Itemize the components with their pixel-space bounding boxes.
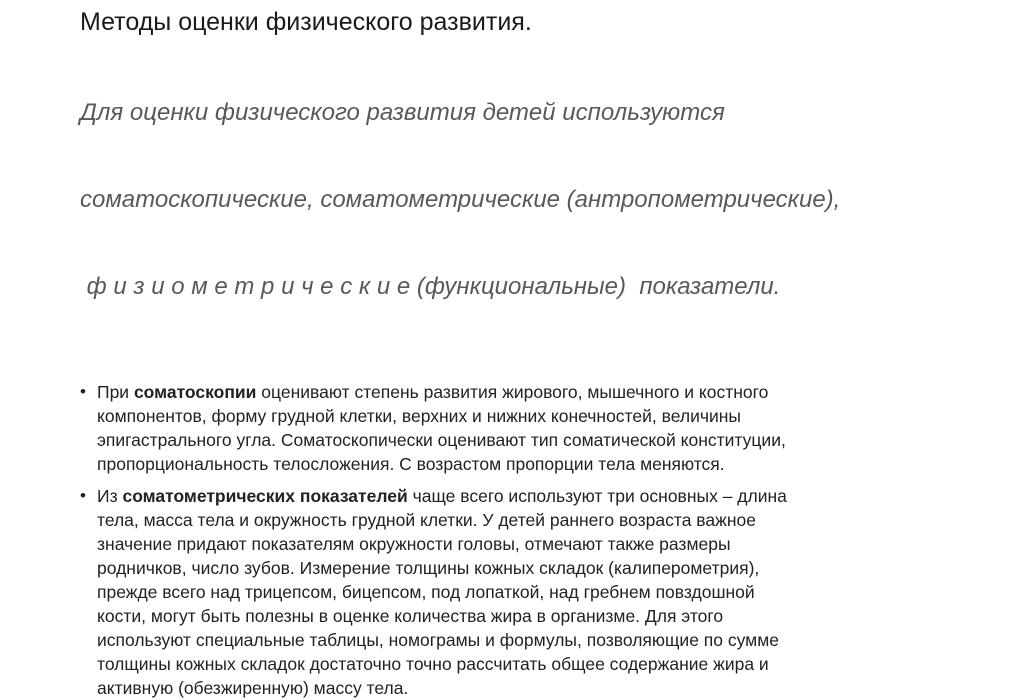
- bullet-text: компонентов, форму грудной клетки, верхних и нижних конечностей, величины: [97, 406, 741, 426]
- bullet-text: пропорциональность телосложения. С возрастом пропорции тела меняются.: [97, 454, 725, 474]
- title-block: [80, 6, 984, 359]
- bullet-item: [80, 380, 984, 476]
- bullet-bold-term: соматометрических показателей: [122, 486, 408, 506]
- slide-subtitle: [80, 40, 984, 359]
- bullet-list: [80, 380, 984, 700]
- bullet-text-line: [97, 484, 984, 508]
- bullet-text-line: [97, 532, 984, 556]
- bullet-text-line: [97, 428, 984, 452]
- bullet-text: используют специальные таблицы, номограмы и формулы, позволяющие по сумме: [97, 630, 779, 650]
- bullet-text: эпигастрального угла. Соматоскопически оценивают тип соматической конституции,: [97, 430, 786, 450]
- bullet-text-line: [97, 580, 984, 604]
- bullet-text-line: [97, 404, 984, 428]
- bullet-text: значение придают показателям окружности головы, отмечают также размеры: [97, 534, 731, 554]
- bullet-text-line: [97, 604, 984, 628]
- bullet-text-line: [97, 508, 984, 532]
- bullet-item: [80, 484, 984, 700]
- bullet-bold-term: соматоскопии: [133, 382, 257, 402]
- subtitle-line: ф и з и о м е т р и ч е с к и е (функциональные) показатели.: [80, 273, 781, 300]
- bullet-text-line: [97, 452, 984, 476]
- bullet-text: чаще всего используют три основных – длина: [407, 486, 787, 506]
- subtitle-line: соматоскопические, соматометрические (антропометрические),: [80, 186, 841, 213]
- bullet-text: При: [97, 382, 134, 402]
- bullet-text-line: [97, 652, 984, 676]
- bullet-text: Из: [97, 486, 123, 506]
- bullet-dot-icon: •: [80, 486, 86, 505]
- bullet-text-line: [97, 628, 984, 652]
- bullet-text-line: [97, 556, 984, 580]
- bullet-text: кости, могут быть полезны в оценке количества жира в организме. Для этого: [97, 606, 724, 626]
- bullet-text: прежде всего над трицепсом, бицепсом, под лопаткой, над гребнем повздошной: [97, 582, 755, 602]
- bullet-text: тела, масса тела и окружность грудной клетки. У детей раннего возраста важное: [97, 510, 756, 530]
- bullet-text-line: [97, 380, 984, 404]
- bullet-text: оценивают степень развития жирового, мышечного и костного: [256, 382, 769, 402]
- bullet-dot-icon: •: [80, 382, 86, 401]
- bullet-text: родничков, число зубов. Измерение толщины кожных складок (калиперометрия),: [97, 558, 760, 578]
- slide-title: Методы оценки физического развития.: [80, 8, 532, 36]
- bullet-text: активную (обезжиренную) массу тела.: [97, 678, 409, 698]
- bullet-text-line: [97, 676, 984, 700]
- bullet-text: толщины кожных складок достаточно точно рассчитать общее содержание жира и: [97, 654, 769, 674]
- subtitle-line: Для оценки физического развития детей используются: [80, 99, 725, 126]
